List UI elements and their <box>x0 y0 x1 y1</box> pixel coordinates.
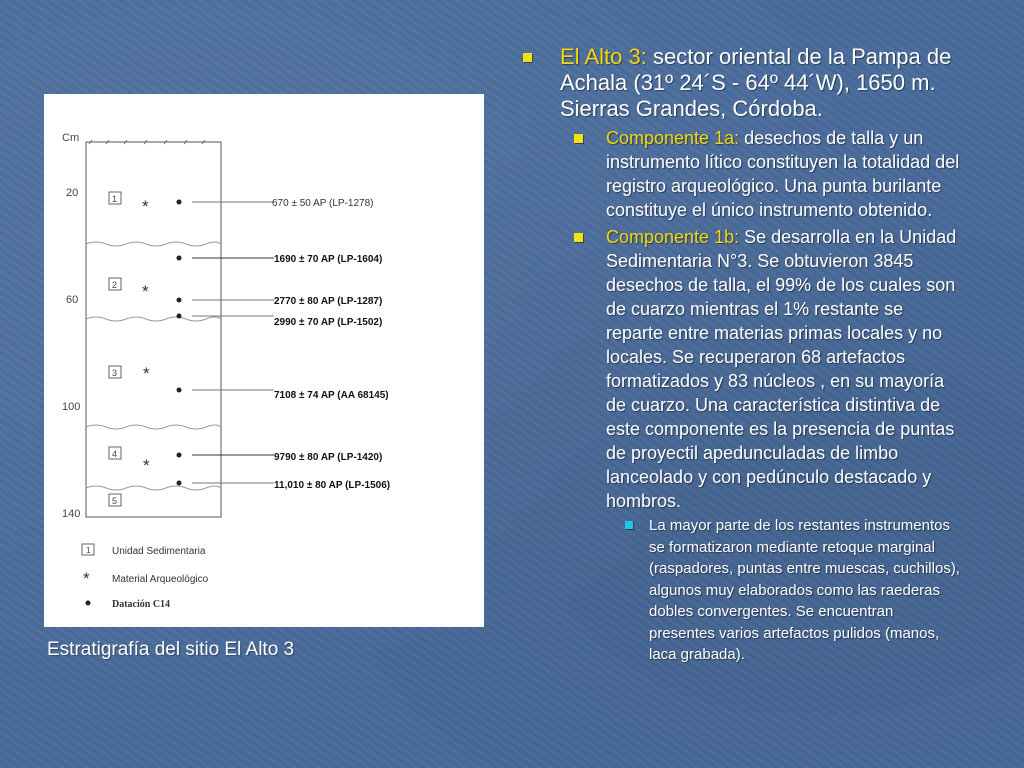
unit-box-5 <box>109 494 121 506</box>
depth-tick-100: 100 <box>62 401 81 413</box>
date-label: 670 ± 50 AP (LP-1278) <box>272 198 374 209</box>
bullet-componente-1b <box>520 225 960 513</box>
site-label: El Alto 3: <box>560 44 647 69</box>
material-marker: * <box>142 282 149 301</box>
c14-date-dot <box>177 298 182 303</box>
date-label: 2770 ± 80 AP (LP-1287) <box>274 296 383 307</box>
depth-tick-140: 140 <box>62 508 81 520</box>
material-marker: * <box>142 197 149 216</box>
unit-box-2 <box>109 278 121 290</box>
c14-date-dot <box>177 314 182 319</box>
date-label: 7108 ± 74 AP (AA 68145) <box>274 390 389 401</box>
c14-date-dot <box>177 388 182 393</box>
site-description: sector oriental de la Pampa de Achala (31º 24´S - 64º 44´W), 1650 m. Sierras Grandes, Córdoba. <box>560 44 952 121</box>
svg-text:2: 2 <box>112 280 118 290</box>
component-1a-label: Componente 1a: <box>606 128 740 148</box>
depth-unit-label: Cm <box>62 132 80 144</box>
legend-unit: Unidad Sedimentaria <box>112 546 206 557</box>
depth-tick-60: 60 <box>66 294 79 306</box>
svg-text:1: 1 <box>86 546 91 555</box>
date-label: 9790 ± 80 AP (LP-1420) <box>274 452 383 463</box>
unit-box-4 <box>109 447 121 459</box>
legend-material: Material Arqueológico <box>112 574 209 585</box>
component-1a-text: desechos de talla y un instrumento lítico constituyen la totalidad del registro arqueológico. Una punta burilante constituye el único instrumento obtenido. <box>606 128 960 220</box>
svg-text:1: 1 <box>112 194 118 204</box>
svg-text:3: 3 <box>112 368 118 378</box>
date-label: 1690 ± 70 AP (LP-1604) <box>274 254 383 265</box>
bullet-list <box>520 44 960 666</box>
square-bullet-icon <box>523 53 532 62</box>
figure-caption: Estratigrafía del sitio El Alto 3 <box>47 639 295 660</box>
c14-date-dot <box>177 256 182 261</box>
c14-date-dot <box>177 453 182 458</box>
bullet-el-alto-3 <box>520 44 960 122</box>
c14-date-dot <box>177 200 182 205</box>
bullet-componente-1a <box>520 126 960 222</box>
legend-dating: Datación C14 <box>112 599 171 610</box>
depth-tick-20: 20 <box>66 187 79 199</box>
legend-asterisk-icon: * <box>83 569 90 588</box>
stratigraphy-diagram <box>44 94 484 627</box>
legend-dot-icon <box>86 601 91 606</box>
svg-text:5: 5 <box>112 496 118 506</box>
date-label: 2990 ± 70 AP (LP-1502) <box>274 317 383 328</box>
unit-box-1 <box>109 192 121 204</box>
square-bullet-icon <box>574 134 583 143</box>
instruments-text: La mayor parte de los restantes instrumentos se formatizaron mediante retoque marginal (raspadores, puntas entre muescas, cuchillos), algunos muy elaborados como las raederas dobles convergentes. Se encuentran presentes varios artefactos pulidos (manos, laca grabada). <box>649 517 960 663</box>
date-label: 11,010 ± 80 AP (LP-1506) <box>274 480 391 491</box>
square-bullet-icon <box>625 521 633 529</box>
legend <box>82 544 209 610</box>
stratigraphic-column <box>86 142 221 517</box>
unit-box-3 <box>109 366 121 378</box>
square-bullet-icon <box>574 233 583 242</box>
material-marker: * <box>143 364 150 383</box>
material-marker: * <box>143 456 150 475</box>
component-1b-label: Componente 1b: <box>606 227 740 247</box>
svg-text:4: 4 <box>112 449 118 459</box>
stratigraphy-figure <box>44 94 484 627</box>
c14-date-dot <box>177 481 182 486</box>
bullet-instruments <box>520 515 960 666</box>
component-1b-text: Se desarrolla en la Unidad Sedimentaria N°3. Se obtuvieron 3845 desechos de talla, el 99% de los cuales son de cuarzo mientras el 1% restante se reparte entre materias primas locales y no locales. Se recuperaron 68 artefactos formatizados y 83 núcleos , en su mayoría de cuarzo. Una característica distintiva de este componente es la presencia de puntas de proyectil apedunculadas de limbo lanceolado y con pedúnculo destacado y hombros. <box>606 227 957 511</box>
